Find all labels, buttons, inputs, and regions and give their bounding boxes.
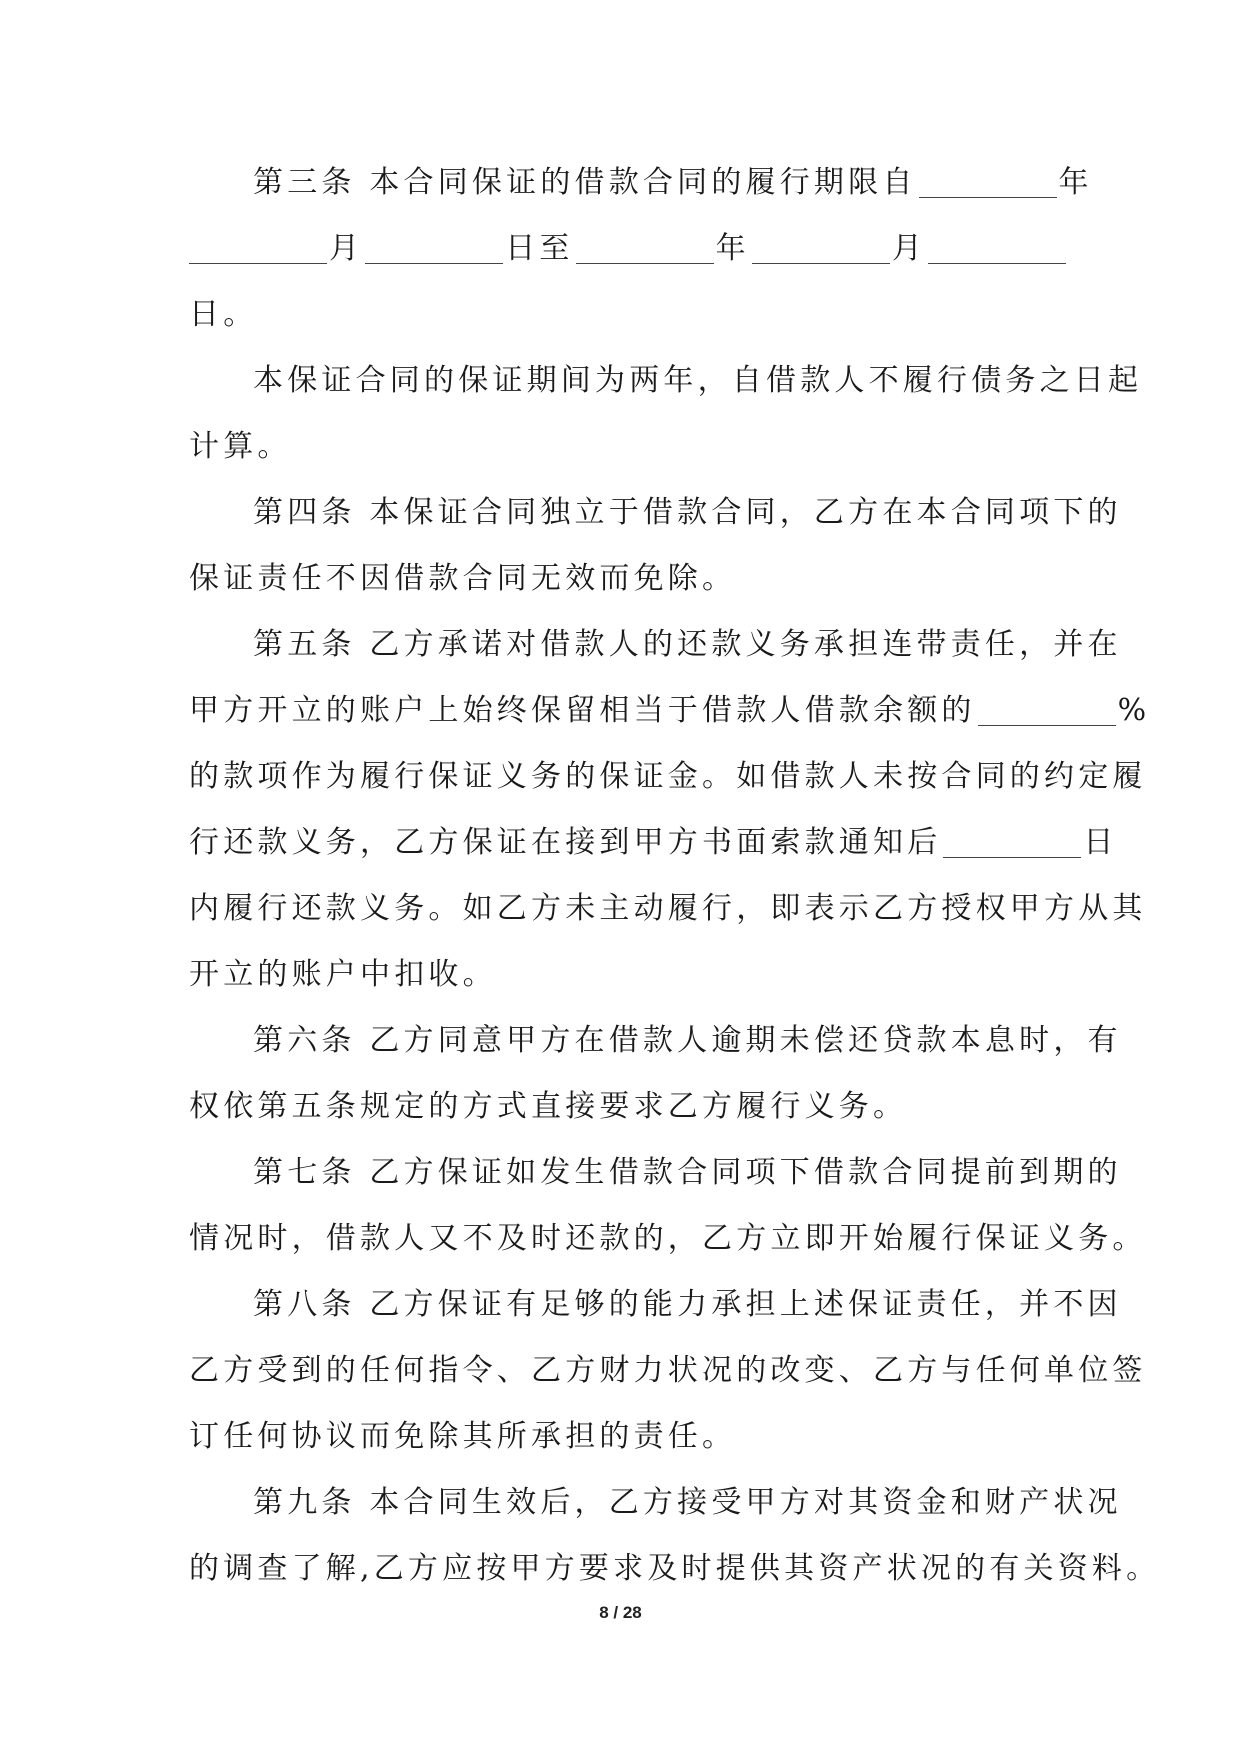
article-9-line-1: 第九条 本合同生效后，乙方接受甲方对其资金和财产状况 bbox=[253, 1485, 1122, 1520]
day-to-label: 日至 bbox=[505, 231, 574, 266]
article-5-text-2: 行还款义务，乙方保证在接到甲方书面索款通知后 bbox=[189, 825, 942, 860]
month-blank bbox=[189, 233, 327, 264]
percent-blank bbox=[978, 695, 1116, 726]
article-4-line-2: 保证责任不因借款合同无效而免除。 bbox=[189, 561, 737, 596]
article-5-line-2 bbox=[189, 678, 1151, 744]
article-5-line-6: 开立的账户中扣收。 bbox=[189, 957, 497, 992]
article-7-line-1: 第七条 乙方保证如发生借款合同项下借款合同提前到期的 bbox=[253, 1155, 1122, 1190]
end-day-blank bbox=[928, 233, 1066, 264]
article-6-line-2: 权依第五条规定的方式直接要求乙方履行义务。 bbox=[189, 1089, 908, 1124]
guarantee-period-line-2: 计算。 bbox=[189, 429, 292, 464]
article-6-line-1: 第六条 乙方同意甲方在借款人逾期未偿还贷款本息时，有 bbox=[253, 1023, 1122, 1058]
article-5-line-5: 内履行还款义务。如乙方未主动履行，即表示乙方授权甲方从其 bbox=[189, 891, 1147, 926]
end-year-blank bbox=[576, 233, 714, 264]
article-4-line-1: 第四条 本保证合同独立于借款合同，乙方在本合同项下的 bbox=[253, 495, 1122, 530]
day-blank bbox=[365, 233, 503, 264]
article-3-text: 第三条 本合同保证的借款合同的履行期限自 bbox=[253, 165, 917, 200]
days-label: 日 bbox=[1083, 825, 1118, 860]
end-month-label: 月 bbox=[891, 231, 927, 266]
percent-sign: % bbox=[1117, 693, 1151, 728]
end-month-blank bbox=[752, 233, 890, 264]
end-year-label: 年 bbox=[715, 231, 750, 266]
article-8-line-2: 乙方受到的任何指令、乙方财力状况的改变、乙方与任何单位签 bbox=[189, 1353, 1147, 1388]
year-label: 年 bbox=[1058, 165, 1093, 200]
guarantee-period-line-1: 本保证合同的保证期间为两年，自借款人不履行债务之日起 bbox=[253, 363, 1143, 398]
year-blank bbox=[919, 167, 1057, 198]
days-blank bbox=[943, 827, 1081, 858]
article-3-line-3: 日。 bbox=[189, 297, 258, 332]
article-8-line-3: 订任何协议而免除其所承担的责任。 bbox=[189, 1419, 737, 1454]
article-5-text: 甲方开立的账户上始终保留相当于借款人借款余额的 bbox=[189, 693, 976, 728]
article-3-line-2 bbox=[189, 216, 1059, 282]
article-8-line-1: 第八条 乙方保证有足够的能力承担上述保证责任，并不因 bbox=[253, 1287, 1122, 1322]
article-9-line-2: 的调查了解,乙方应按甲方要求及时提供其资产状况的有关资料。 bbox=[189, 1551, 1161, 1586]
article-5-line-3: 的款项作为履行保证义务的保证金。如借款人未按合同的约定履 bbox=[189, 759, 1147, 794]
article-5-line-1: 第五条 乙方承诺对借款人的还款义务承担连带责任，并在 bbox=[253, 627, 1122, 662]
article-3-line-1 bbox=[253, 150, 1093, 216]
article-5-line-4 bbox=[189, 810, 1118, 876]
month-label: 月 bbox=[329, 231, 364, 266]
article-7-line-2: 情况时，借款人又不及时还款的，乙方立即开始履行保证义务。 bbox=[189, 1221, 1147, 1256]
page-number: 8 / 28 bbox=[599, 1603, 642, 1622]
